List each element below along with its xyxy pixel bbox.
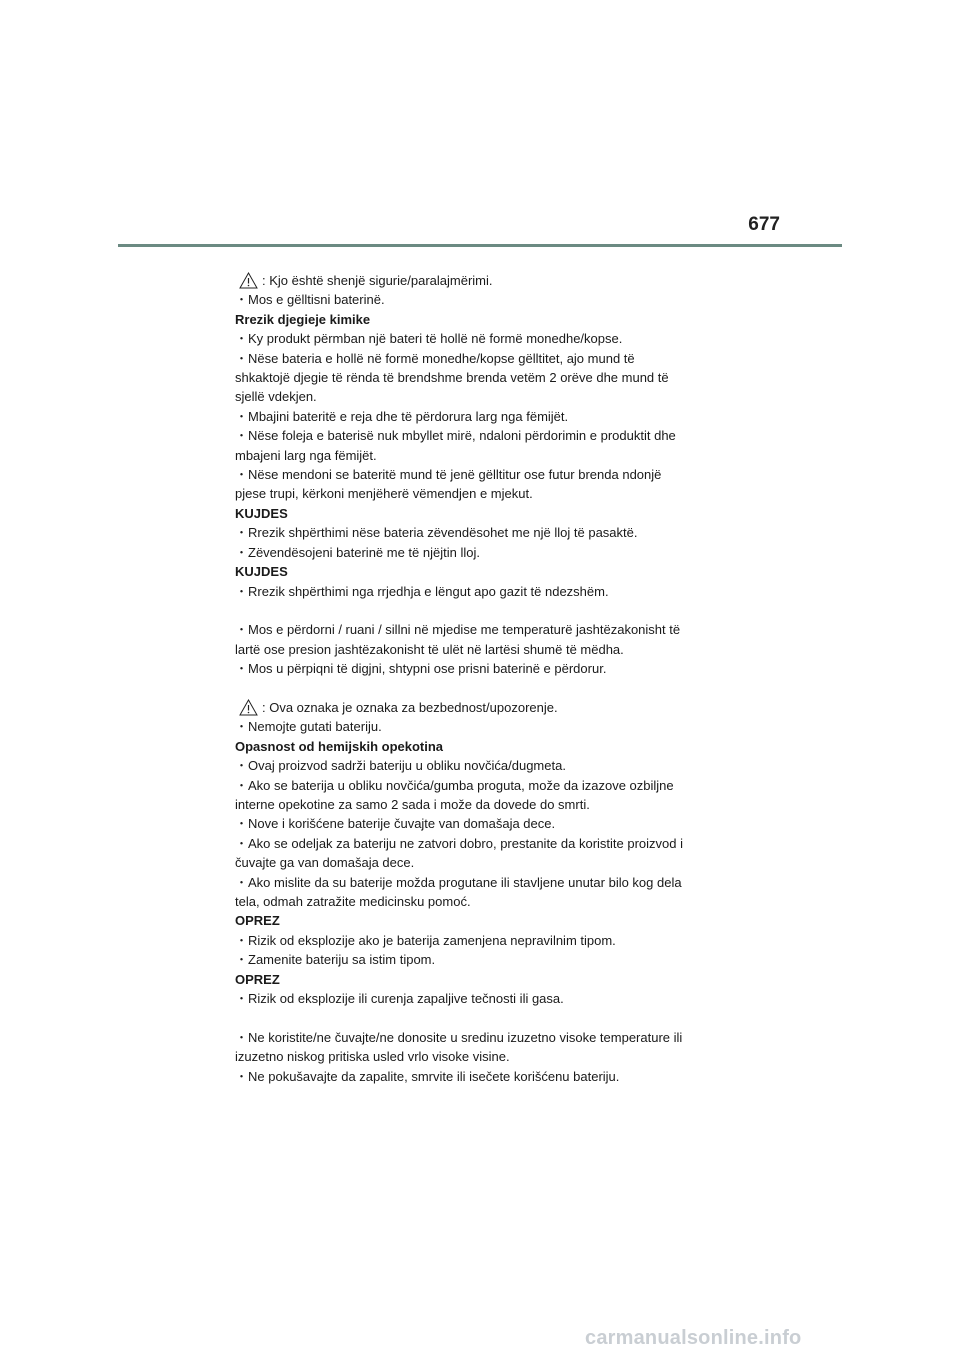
text-line: ・Ako mislite da su baterije možda progutane ili stavljene unutar bilo kog dela [235, 874, 682, 890]
spacer [235, 679, 710, 698]
section-heading: KUJDES [235, 505, 288, 521]
text-line: ・Ovaj proizvod sadrži bateriju u obliku novčića/dugmeta. [235, 758, 566, 774]
text-line: ・Mbajini bateritë e reja dhe të përdorura larg nga fëmijët. [235, 408, 569, 424]
watermark: carmanualsonline.info [585, 1327, 802, 1349]
section-albanian [235, 271, 710, 679]
text-line: ・Nemojte gutati bateriju. [235, 719, 382, 735]
text-line: interne opekotine za samo 2 sada i može da dovede do smrti. [235, 796, 590, 812]
section-heading: OPREZ [235, 913, 280, 929]
page-content [235, 271, 710, 1086]
text-line: ・Nëse foleja e baterisë nuk mbyllet mirë, ndaloni përdorimin e produktit dhe [235, 428, 676, 444]
text-line: shkaktojë djegie të rënda të brendshme brenda vetëm 2 orëve dhe mund të [235, 370, 669, 386]
warning-symbol-text: : Kjo është shenjë sigurie/paralajmërimi. [262, 273, 493, 288]
text-line: lartë ose presion jashtëzakonisht të ulët në lartësi shumë të mëdha. [235, 641, 624, 657]
warning-symbol-row [235, 271, 710, 290]
text-line: ・Mos u përpiqni të digjni, shtypni ose prisni baterinë e përdorur. [235, 661, 607, 677]
warning-triangle-icon [239, 272, 258, 289]
warning-symbol-text: : Ova oznaka je oznaka za bezbednost/upozorenje. [262, 699, 558, 715]
text-line: ・Ako se odeljak za bateriju ne zatvori dobro, prestanite da koristite proizvod i [235, 835, 684, 851]
text-line: ・Nëse mendoni se bateritë mund të jenë gëlltitur ose futur brenda ndonjë [235, 467, 662, 483]
header-rule [118, 244, 842, 247]
text-line: sjellë vdekjen. [235, 389, 317, 405]
text-line: ・Rizik od eksplozije ili curenja zapaljive tečnosti ili gasa. [235, 991, 564, 1006]
warning-symbol-row [235, 698, 710, 717]
text-line: tela, odmah zatražite medicinsku pomoć. [235, 893, 471, 909]
page-number: 677 [748, 214, 780, 235]
text-line: mbajeni larg nga fëmijët. [235, 447, 377, 463]
warning-triangle-icon [239, 699, 258, 716]
text-line: izuzetno niskog pritiska usled vrlo visoke visine. [235, 1049, 510, 1065]
text-line: ・Nove i korišćene baterije čuvajte van domašaja dece. [235, 816, 556, 832]
section-serbian [235, 698, 710, 1086]
section-heading: KUJDES [235, 564, 288, 580]
text-line: ・Ako se baterija u obliku novčića/gumba proguta, može da izazove ozbiljne [235, 777, 674, 793]
text-line: ・Ky produkt përmban një bateri të hollë në formë monedhe/kopse. [235, 331, 623, 347]
spacer [235, 1008, 710, 1027]
text-line: ・Ne koristite/ne čuvajte/ne donosite u sredinu izuzetno visoke temperature ili [235, 1029, 683, 1045]
section-heading: OPREZ [235, 971, 280, 987]
text-line: ・Mos e përdorni / ruani / sillni në mjedise me temperaturë jashtëzakonisht të [235, 622, 681, 638]
spacer [235, 601, 710, 620]
text-line: ・Ne pokušavajte da zapalite, smrvite ili isečete korišćenu bateriju. [235, 1068, 620, 1084]
text-line: ・Rrezik shpërthimi nga rrjedhja e lëngut apo gazit të ndezshëm. [235, 583, 609, 599]
text-line: ・Nëse bateria e hollë në formë monedhe/kopse gëlltitet, ajo mund të [235, 350, 635, 366]
text-line: ・Zëvendësojeni baterinë me të njëjtin lloj. [235, 544, 480, 560]
text-line: ・Mos e gëlltisni baterinë. [235, 292, 385, 308]
section-heading: Opasnost od hemijskih opekotina [235, 738, 444, 754]
text-line: ・Zamenite bateriju sa istim tipom. [235, 952, 436, 968]
text-line: čuvajte ga van domašaja dece. [235, 855, 415, 871]
text-line: pjese trupi, kërkoni menjëherë vëmendjen e mjekut. [235, 486, 533, 502]
text-line: ・Rizik od eksplozije ako je baterija zamenjena nepravilnim tipom. [235, 932, 616, 948]
text-line: ・Rrezik shpërthimi nëse bateria zëvendësohet me një lloj të pasaktë. [235, 525, 638, 541]
section-heading: Rrezik djegieje kimike [235, 311, 371, 327]
